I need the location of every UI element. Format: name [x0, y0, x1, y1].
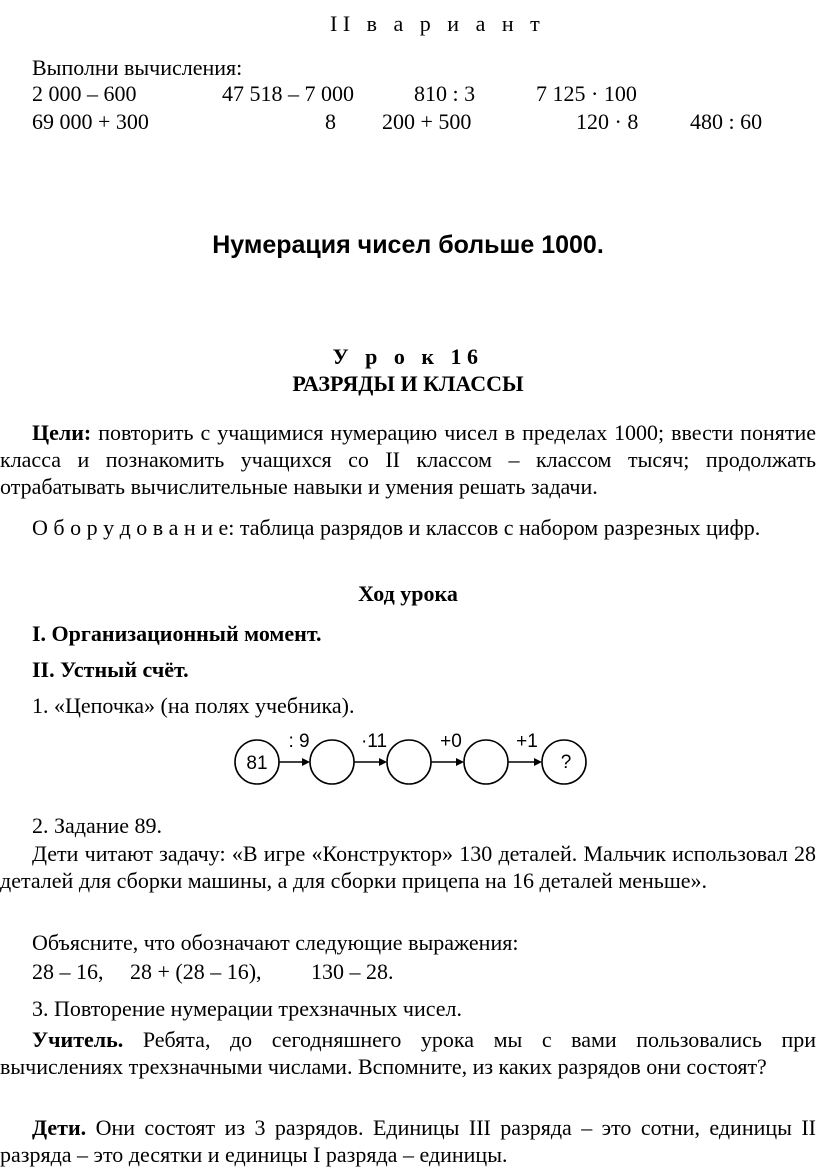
lesson-title: РАЗРЯДЫ И КЛАССЫ [292, 371, 524, 396]
chain-operation: +0 [440, 731, 462, 752]
teacher-text: Ребята, до сегодняшнего урока мы с вами пользовались при вычислениях трехзначными числами. Вспомните, из каких разрядов они состоят? [0, 1027, 816, 1079]
lesson-course-heading: Ход урока [358, 581, 458, 606]
chain-end-value: ? [560, 752, 572, 773]
chain-arrowhead [302, 758, 310, 766]
section-title: Нумерация чисел больше 1000. [212, 231, 604, 259]
teacher-paragraph [0, 1026, 816, 1080]
goals-text: повторить с учащимися нумерацию чисел в пределах 1000; ввести понятие класса и познакомить учащихся со II классом – классом тысяч; продолжать отрабатывать вычислительные навыки и умения решать задачи. [0, 420, 816, 499]
goals-paragraph [0, 419, 816, 500]
chain-circle [464, 740, 508, 784]
chain-operation: +1 [516, 731, 538, 752]
teacher-label: Учитель. [32, 1027, 124, 1052]
goals-label: Цели: [32, 420, 92, 445]
variant-heading: II в а р и а н т [330, 11, 546, 36]
equipment-text: : таблица разрядов и классов с набором разрезных цифр. [228, 515, 761, 540]
chain-circle-start [235, 740, 279, 784]
chain-start-value: 81 [246, 753, 268, 774]
children-paragraph [0, 1114, 816, 1168]
chain-circle-end [542, 740, 586, 784]
calc-item: 480 : 60 [690, 109, 763, 134]
expression: 28 + (28 – 16), [130, 959, 262, 984]
calc-item: 7 125 · 100 [536, 81, 637, 106]
calc-item: 2 000 – 600 [32, 81, 137, 106]
task-label: Выполни вычисления: [32, 55, 243, 80]
chain-circle [310, 740, 354, 784]
children-label: Дети. [32, 1115, 87, 1140]
calc-item: 8 [325, 109, 336, 134]
chain-operation: ·11 [360, 731, 388, 752]
calc-item: 47 518 – 7 000 [222, 81, 354, 106]
children-text: Они состоят из 3 разрядов. Единицы III разряда – это сотни, единицы II разряда – это десятки и единицы I разряда – единицы. [0, 1115, 816, 1167]
item-2: 2. Задание 89. [32, 813, 163, 838]
chain-circle [387, 740, 431, 784]
calc-item: 69 000 + 300 [32, 109, 149, 134]
item-2-text: Дети читают задачу: «В игре «Конструктор» 130 деталей. Мальчик использовал 28 деталей для сборки машины, а для сборки прицепа на 16 деталей меньше». [0, 841, 816, 893]
expression: 130 – 28. [311, 959, 394, 984]
calc-item: 200 + 500 [382, 109, 472, 134]
calc-item: 120 · 8 [576, 109, 639, 134]
item-1: 1. «Цепочка» (на полях учебника). [32, 693, 355, 718]
calc-item: 810 : 3 [414, 81, 476, 106]
explain-label: Объясните, что обозначают следующие выражения: [32, 930, 519, 955]
lesson-number: У р о к 16 [332, 344, 484, 369]
part-1-heading: I. Организационный момент. [32, 621, 322, 646]
expression: 28 – 16, [32, 959, 104, 984]
equipment-label: О б о р у д о в а н и е [32, 515, 229, 540]
part-2-heading: II. Устный счёт. [32, 657, 189, 682]
item-3: 3. Повторение нумерации трехзначных чисел. [32, 996, 463, 1021]
chain-arrowhead [379, 758, 387, 766]
chain-arrowhead [456, 758, 464, 766]
chain-arrowhead [534, 758, 542, 766]
chain-operation: : 9 [288, 731, 310, 752]
equipment-paragraph [0, 514, 816, 541]
